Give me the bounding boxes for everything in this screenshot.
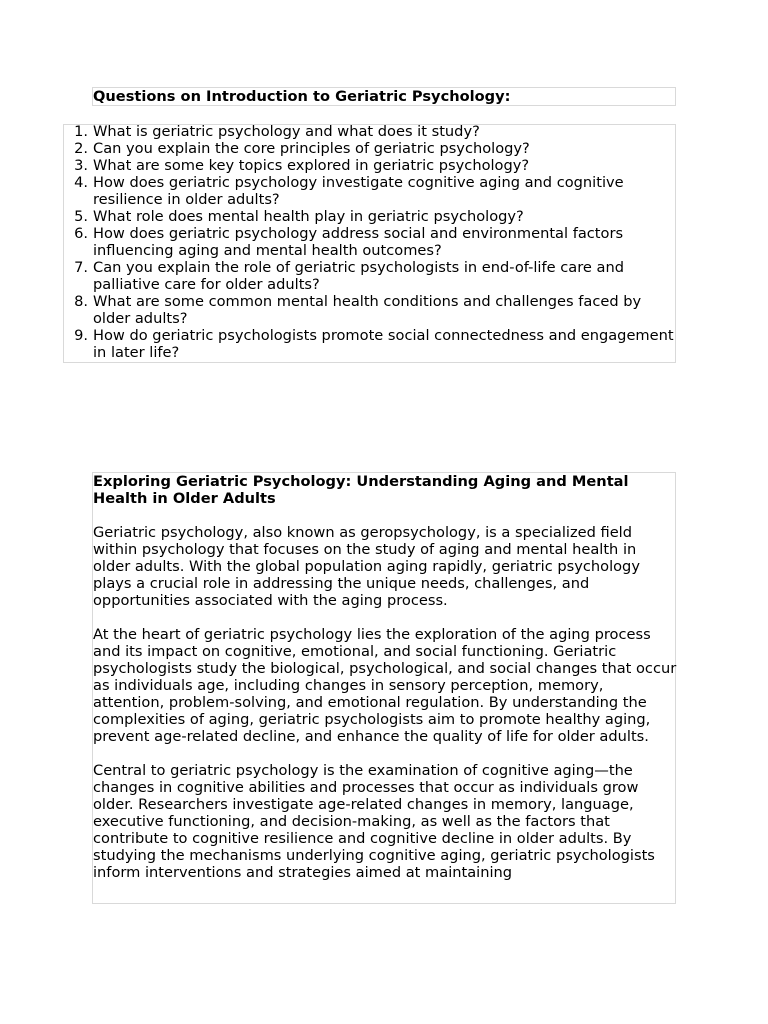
article-paragraph: Geriatric psychology, also known as geropsychology, is a specialized field within psychology that focuses on the study of aging and mental health in older adults. With the global population aging rapidly, geriatric psychology plays a crucial role in addressing the unique needs, challenges, and opportunities associated with the aging process. — [93, 524, 640, 609]
list-item — [62, 174, 678, 208]
list-item — [62, 123, 678, 140]
list-item-number: 5. — [74, 208, 88, 225]
list-item-text: What are some common mental health conditions and challenges faced by older adults? — [93, 293, 642, 327]
list-item-number: 1. — [74, 123, 88, 140]
questions-heading: Questions on Introduction to Geriatric Psychology: — [93, 88, 511, 105]
list-item — [62, 157, 678, 174]
list-item-text: What are some key topics explored in geriatric psychology? — [93, 157, 530, 174]
list-item-number: 9. — [74, 327, 88, 344]
list-item-number: 2. — [74, 140, 88, 157]
list-item-number: 7. — [74, 259, 88, 276]
list-item — [62, 225, 678, 259]
list-item-number: 4. — [74, 174, 88, 191]
list-item-text: Can you explain the core principles of geriatric psychology? — [93, 140, 530, 157]
questions-list — [62, 123, 678, 361]
list-item-number: 8. — [74, 293, 88, 310]
list-item — [62, 208, 678, 225]
list-item — [62, 293, 678, 327]
article — [93, 473, 677, 903]
article-paragraph: At the heart of geriatric psychology lies the exploration of the aging process and its impact on cognitive, emotional, and social functioning. Geriatric psychologists study the biological, psychological, and social changes that occur as individuals age, including changes in sensory perception, memory, attention, problem-solving, and emotional regulation. By understanding the complexities of aging, geriatric psychologists aim to promote healthy aging, prevent age-related decline, and enhance the quality of life for older adults. — [93, 626, 677, 745]
list-item-text: What role does mental health play in geriatric psychology? — [93, 208, 524, 225]
list-item-number: 6. — [74, 225, 88, 242]
list-item — [62, 140, 678, 157]
list-item — [62, 259, 678, 293]
article-title: Exploring Geriatric Psychology: Understanding Aging and Mental Health in Older Adults — [93, 473, 629, 507]
list-item-text: How does geriatric psychology investigate cognitive aging and cognitive resilience in older adults? — [93, 174, 624, 208]
list-item-text: How do geriatric psychologists promote social connectedness and engagement in later life? — [93, 327, 674, 361]
article-paragraph: Central to geriatric psychology is the examination of cognitive aging—the changes in cognitive abilities and processes that occur as individuals grow older. Researchers investigate age-related changes in memory, language, executive functioning, and decision-making, as well as the factors that contribute to cognitive resilience and cognitive decline in older adults. By studying the mechanisms underlying cognitive aging, geriatric psychologists inform interventions and strategies aimed at maintaining — [93, 762, 655, 881]
list-item-number: 3. — [74, 157, 88, 174]
list-item — [62, 327, 678, 361]
list-item-text: What is geriatric psychology and what does it study? — [93, 123, 480, 140]
list-item-text: How does geriatric psychology address social and environmental factors influencing aging and mental health outcomes? — [93, 225, 624, 259]
list-item-text: Can you explain the role of geriatric psychologists in end-of-life care and palliative care for older adults? — [93, 259, 624, 293]
